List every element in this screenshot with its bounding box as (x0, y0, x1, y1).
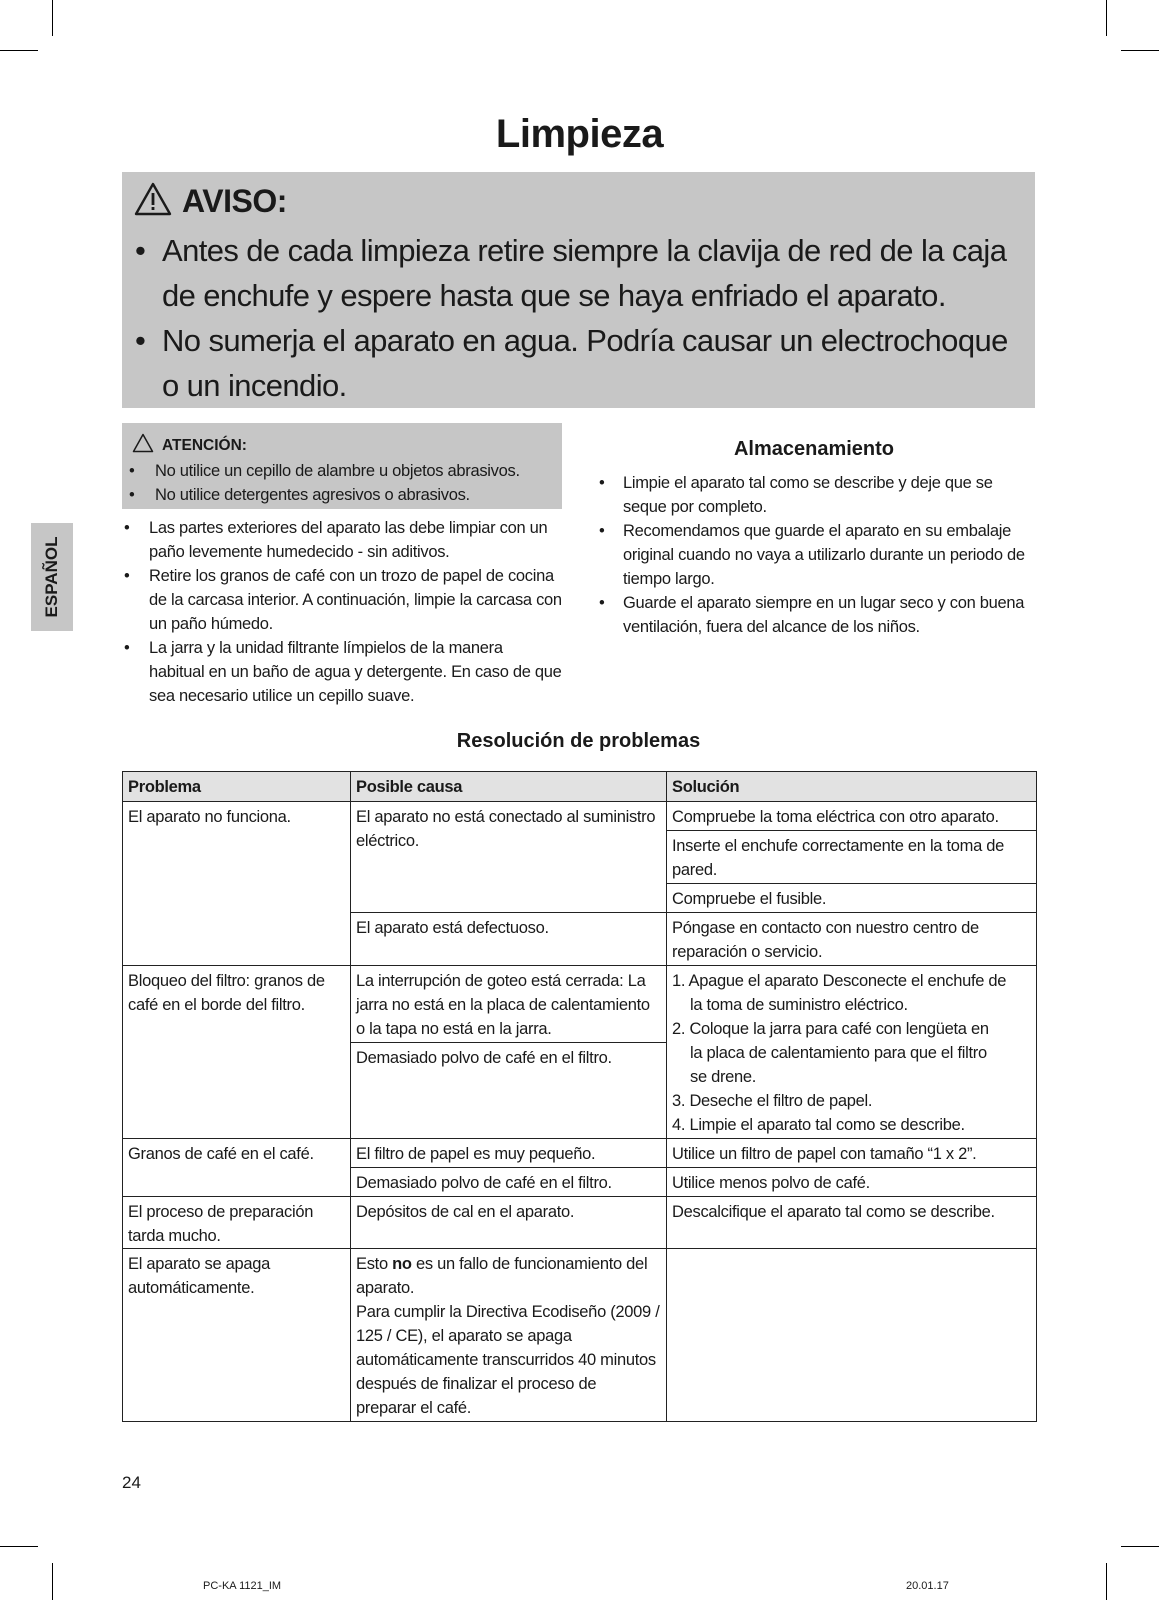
storage-heading: Almacenamiento (733, 438, 895, 460)
table-cell-cause: El aparato está defectuoso. (356, 919, 549, 937)
footer-date: 20.01.17 (906, 1580, 949, 1592)
storage-item: • Limpie el aparato tal como se describe y deje que se seque por completo. (593, 471, 1035, 519)
table-border (350, 771, 351, 1422)
table-cell-solution: Compruebe la toma eléctrica con otro aparato. (672, 808, 999, 826)
language-tab-label: ESPAÑOL (42, 536, 61, 618)
table-border (122, 771, 123, 1422)
warning-heading-text: AVISO: (182, 183, 287, 219)
storage-section (593, 438, 1035, 639)
cause-text: Esto (356, 1255, 393, 1273)
table-cell-cause: Demasiado polvo de café en el filtro. (356, 1174, 612, 1192)
table-cell-problem: El proceso de preparación tarda mucho. (128, 1203, 314, 1245)
troubleshooting-heading: Resolución de problemas (456, 730, 701, 752)
solution-step-cont: la toma de suministro eléctrico. (690, 996, 908, 1014)
header-cause: Posible causa (356, 778, 463, 796)
warning-heading (134, 182, 287, 221)
caution-list (122, 459, 520, 507)
table-border (350, 912, 1037, 913)
table-cell-cause: La interrupción de goteo está cerrada: La jarra no está en la placa de calentamiento o la tapa no está en la jarra. (356, 972, 650, 1038)
cause-text: es un fallo de funcionamiento del aparato. (356, 1255, 648, 1297)
solution-step: 1. Apague el aparato Desconecte el enchufe de (672, 972, 1007, 990)
crop-mark (52, 1563, 53, 1600)
storage-item: • Guarde el aparato siempre en un lugar seco y con buena ventilación, fuera del alcance de los niños. (593, 591, 1035, 639)
table-cell-cause: Depósitos de cal en el aparato. (356, 1203, 575, 1221)
table-border (122, 771, 1037, 772)
cleaning-item: • La jarra y la unidad filtrante límpielos de la manera habitual en un baño de agua y detergente. En caso de que sea necesario utilice un cepillo suave. (122, 636, 562, 708)
table-cell-cause: El aparato no está conectado al suministro eléctrico. (356, 808, 656, 850)
table-cell-solution: Descalcifique el aparato tal como se describe. (672, 1203, 995, 1221)
page-title: Limpieza (495, 112, 664, 156)
crop-mark (1121, 1546, 1159, 1547)
caution-item: • No utilice un cepillo de alambre u objetos abrasivos. (122, 459, 520, 483)
crop-mark (0, 50, 38, 51)
cleaning-list (122, 516, 562, 708)
table-border (350, 1167, 1037, 1168)
page-number: 24 (122, 1473, 141, 1492)
table-border (666, 830, 1037, 831)
warning-list (122, 228, 1032, 408)
table-cell-solution: Compruebe el fusible. (672, 890, 827, 908)
warning-item: • No sumerja el aparato en agua. Podría causar un electrochoque o un incendio. (162, 318, 1032, 408)
header-problem: Problema (128, 778, 201, 796)
storage-list (593, 471, 1035, 639)
footer-doc-id: PC-KA 1121_IM (203, 1580, 282, 1592)
crop-mark (1106, 0, 1107, 36)
table-border (122, 801, 1037, 802)
caution-item: • No utilice detergentes agresivos o abrasivos. (122, 483, 520, 507)
crop-mark (1106, 1563, 1107, 1600)
solution-step: 2. Coloque la jarra para café con lengüeta en (672, 1020, 989, 1038)
table-border (122, 1196, 1037, 1197)
caution-heading (132, 433, 247, 458)
crop-mark (0, 1546, 38, 1547)
cause-emphasis: no (392, 1255, 412, 1273)
solution-step: 3. Deseche el filtro de papel. (672, 1092, 873, 1110)
solution-step-cont: la placa de calentamiento para que el filtro (690, 1044, 987, 1062)
solution-step: 4. Limpie el aparato tal como se describe. (672, 1116, 965, 1134)
troubleshooting-table (122, 771, 1037, 1421)
warning-item: • Antes de cada limpieza retire siempre la clavija de red de la caja de enchufe y espere hasta que se haya enfriado el aparato. (162, 228, 1032, 318)
table-cell-cause: Demasiado polvo de café en el filtro. (356, 1049, 612, 1067)
table-border (122, 1138, 1037, 1139)
table-cell-problem: El aparato se apaga automáticamente. (128, 1255, 270, 1297)
table-border (122, 1421, 1037, 1422)
table-border (122, 965, 1037, 966)
storage-item: • Recomendamos que guarde el aparato en su embalaje original cuando no vaya a utilizarlo durante un periodo de tiempo largo. (593, 519, 1035, 591)
warning-triangle-icon (134, 182, 172, 221)
table-border (350, 1042, 666, 1043)
table-cell-solution: Inserte el enchufe correctamente en la toma de pared. (672, 837, 1004, 879)
table-cell-cause (350, 1248, 666, 1424)
caution-heading-text: ATENCIÓN: (162, 436, 247, 454)
table-cell-solution: Utilice un filtro de papel con tamaño “1 x 2”. (672, 1145, 977, 1163)
table-cell-solution: Utilice menos polvo de café. (672, 1174, 870, 1192)
table-cell-cause: El filtro de papel es muy pequeño. (356, 1145, 596, 1163)
cleaning-item: • Las partes exteriores del aparato las debe limpiar con un paño levemente humedecido - sin aditivos. (122, 516, 562, 564)
table-cell-problem: El aparato no funciona. (128, 808, 291, 826)
language-tab (31, 523, 73, 631)
header-solution: Solución (672, 778, 740, 796)
crop-mark (52, 0, 53, 36)
warning-box (122, 172, 1035, 408)
table-border (122, 1248, 1037, 1249)
caution-box (122, 423, 562, 509)
table-cell-problem: Bloqueo del filtro: granos de café en el borde del filtro. (128, 972, 325, 1014)
table-cell-solution: Póngase en contacto con nuestro centro de reparación o servicio. (672, 919, 979, 961)
cause-detail: Para cumplir la Directiva Ecodiseño (2009 / 125 / CE), el aparato se apaga automáticamente transcurridos 40 minutos después de finalizar el proceso de preparar el café. (356, 1303, 660, 1417)
table-border (666, 771, 667, 1422)
cleaning-item: • Retire los granos de café con un trozo de papel de cocina de la carcasa interior. A continuación, limpie la carcasa con un paño húmedo. (122, 564, 562, 636)
table-cell-problem: Granos de café en el café. (128, 1145, 314, 1163)
caution-triangle-icon (132, 433, 154, 458)
crop-mark (1121, 50, 1159, 51)
table-cell-solution-steps (666, 965, 1037, 1141)
solution-step-cont: se drene. (690, 1068, 757, 1086)
table-border (1036, 771, 1037, 1422)
table-border (666, 883, 1037, 884)
